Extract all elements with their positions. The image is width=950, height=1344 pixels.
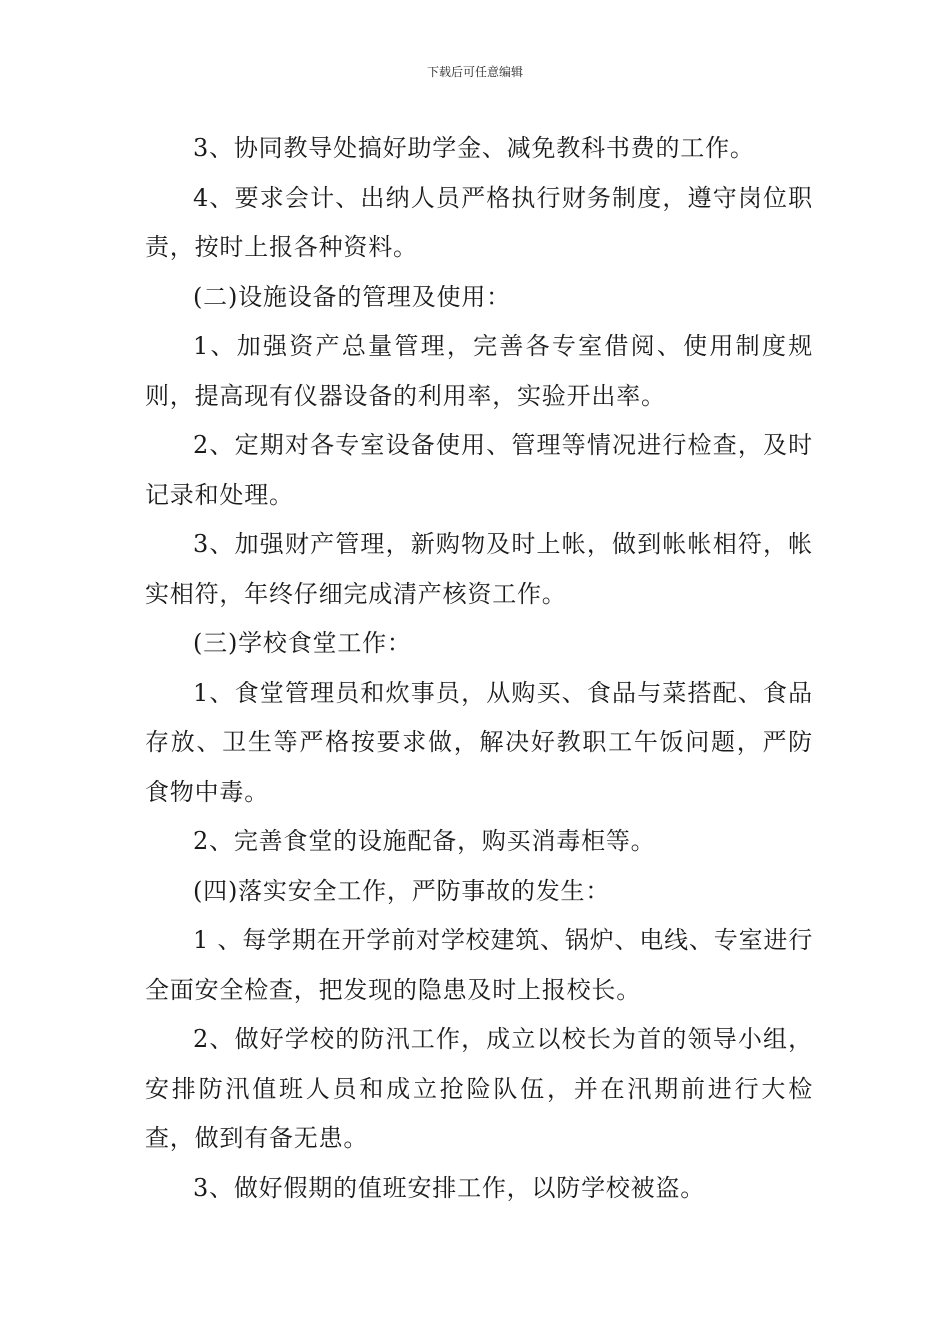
paragraph-4: 2、定期对各专室设备使用、管理等情况进行检查，及时记录和处理。 — [145, 431, 813, 509]
paragraph-2: 4、要求会计、出纳人员严格执行财务制度，遵守岗位职责，按时上报各种资料。 — [145, 183, 813, 261]
document-body — [145, 124, 813, 1213]
paragraph-8: 1 、每学期在开学前对学校建筑、锅炉、电线、专室进行全面安全检查，把发现的隐患及时上报校长。 — [145, 926, 813, 1004]
paragraph-10: 3、做好假期的值班安排工作，以防学校被盗。 — [193, 1173, 706, 1202]
paragraph-1: 3、协同教导处搞好助学金、减免教科书费的工作。 — [193, 134, 755, 162]
paragraph-7: 2、完善食堂的设施配备，购买消毒柜等。 — [193, 827, 656, 855]
paragraph-5: 3、加强财产管理，新购物及时上帐，做到帐帐相符，帐实相符，年终仔细完成清产核资工作。 — [145, 530, 813, 608]
section-heading-2: (二)设施设备的管理及使用： — [193, 282, 511, 311]
paragraph-3: 1、加强资产总量管理，完善各专室借阅、使用制度规则，提高现有仪器设备的利用率，实验开出率。 — [145, 332, 813, 410]
section-heading-3: (三)学校食堂工作： — [193, 629, 412, 657]
paragraph-6: 1、食堂管理员和炊事员，从购买、食品与菜搭配、食品存放、卫生等严格按要求做，解决好教职工午饭问题，严防食物中毒。 — [145, 678, 813, 806]
section-heading-4: (四)落实安全工作，严防事故的发生： — [193, 876, 611, 905]
paragraph-9: 2、做好学校的防汛工作，成立以校长为首的领导小组，安排防汛值班人员和成立抢险队伍，并在汛期前进行大检查，做到有备无患。 — [145, 1025, 813, 1152]
page-header-note: 下载后可任意编辑 — [426, 65, 523, 79]
